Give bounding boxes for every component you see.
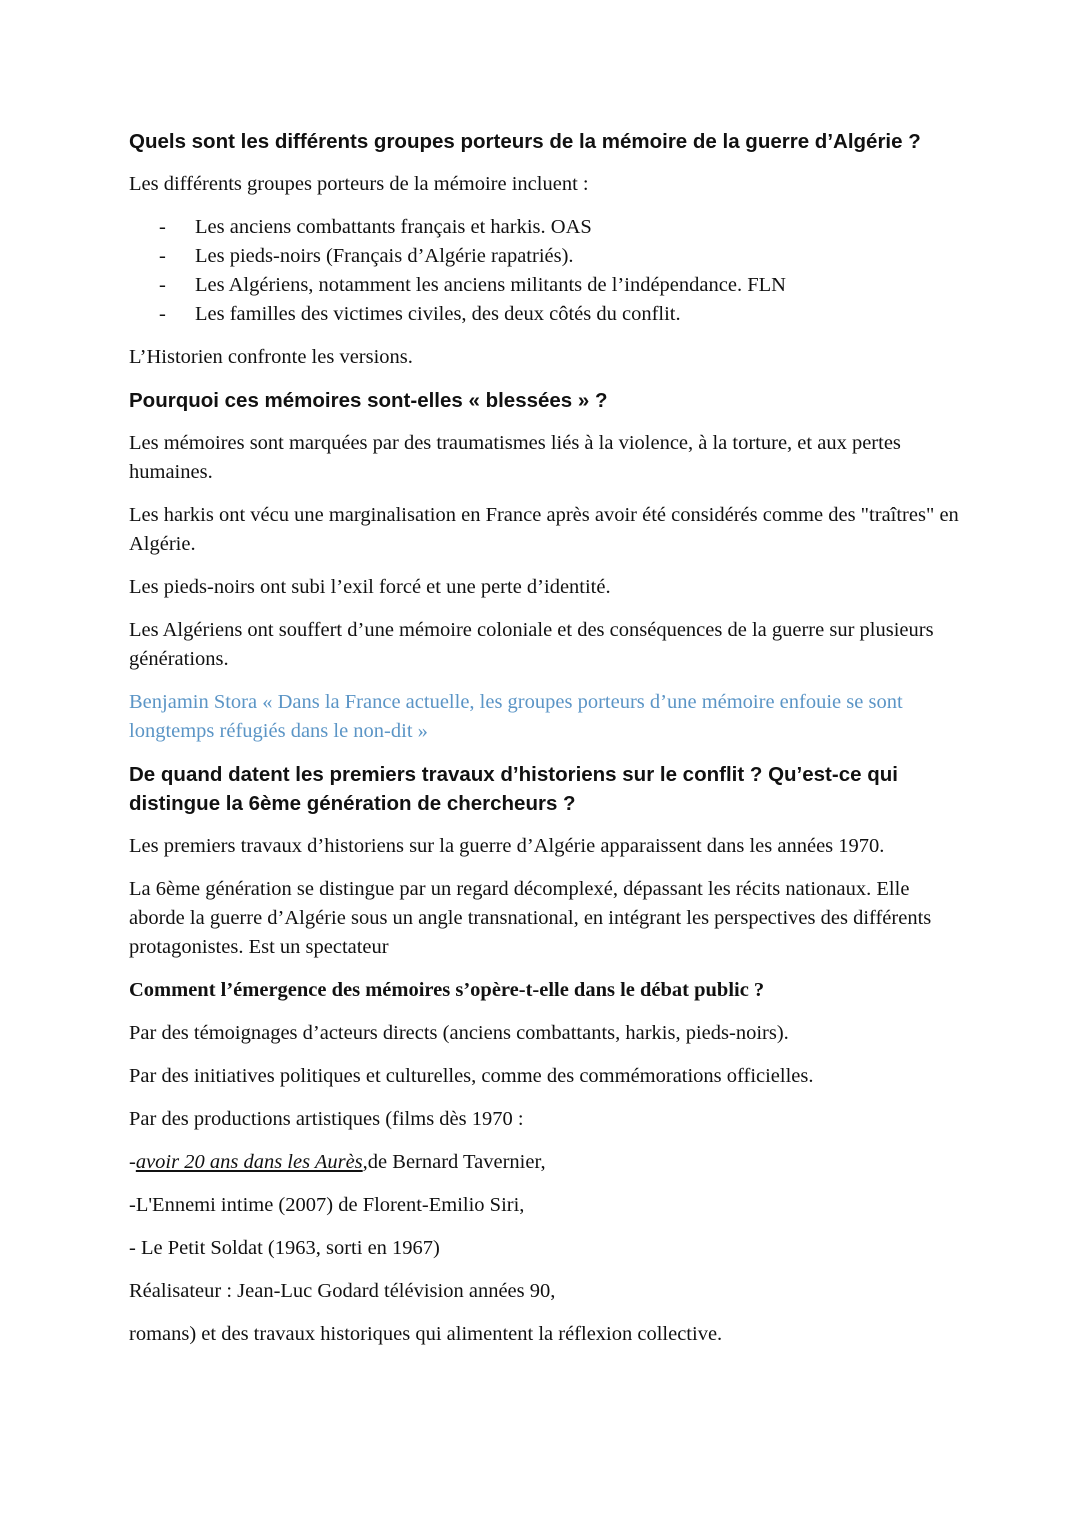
heading-public-debate: Comment l’émergence des mémoires s’opère-t-elle dans le débat public ? bbox=[129, 979, 765, 1001]
director-line: Réalisateur : Jean-Luc Godard télévision années 90, bbox=[129, 1280, 556, 1302]
heading-wounded-memories: Pourquoi ces mémoires sont-elles « blessées » ? bbox=[129, 389, 608, 412]
dash-marker: - bbox=[159, 274, 166, 296]
paragraph: Les Algériens ont souffert d’une mémoire coloniale et des conséquences de la guerre sur plusieurs générations. bbox=[129, 619, 934, 670]
groups-list bbox=[129, 213, 959, 329]
film-line: -L'Ennemi intime (2007) de Florent-Emilio Siri, bbox=[129, 1194, 525, 1216]
list-item bbox=[129, 242, 959, 271]
film-line: - Le Petit Soldat (1963, sorti en 1967) bbox=[129, 1237, 440, 1259]
film-prefix: - bbox=[129, 1151, 136, 1173]
paragraph: Les premiers travaux d’historiens sur la guerre d’Algérie apparaissent dans les années 1970. bbox=[129, 835, 885, 857]
heading-memory-groups: Quels sont les différents groupes porteurs de la mémoire de la guerre d’Algérie ? bbox=[129, 130, 921, 153]
list-item-text: Les pieds-noirs (Français d’Algérie rapatriés). bbox=[195, 245, 574, 267]
list-item-text: Les anciens combattants français et harkis. OAS bbox=[195, 216, 592, 238]
list-item-text: Les familles des victimes civiles, des deux côtés du conflit. bbox=[195, 303, 681, 325]
paragraph: Les pieds-noirs ont subi l’exil forcé et une perte d’identité. bbox=[129, 576, 611, 598]
list-item bbox=[129, 213, 959, 242]
dash-marker: - bbox=[159, 216, 166, 238]
paragraph: Par des témoignages d’acteurs directs (anciens combattants, harkis, pieds-noirs). bbox=[129, 1022, 789, 1044]
paragraph: Les mémoires sont marquées par des traumatismes liés à la violence, à la torture, et aux pertes humaines. bbox=[129, 432, 901, 483]
paragraph: La 6ème génération se distingue par un regard décomplexé, dépassant les récits nationaux. Elle aborde la guerre d’Algérie sous un angle transnational, en intégrant les perspectives des différents protagonistes. Est un spectateur bbox=[129, 878, 932, 958]
list-item-text: Les Algériens, notamment les anciens militants de l’indépendance. FLN bbox=[195, 274, 786, 296]
document-content bbox=[129, 127, 959, 1363]
heading-historians-works: De quand datent les premiers travaux d’historiens sur le conflit ? Qu’est-ce qui distingue la 6ème génération de chercheurs ? bbox=[129, 763, 898, 815]
film-line bbox=[129, 1148, 959, 1177]
intro-paragraph: Les différents groupes porteurs de la mémoire incluent : bbox=[129, 173, 589, 195]
paragraph: Par des initiatives politiques et culturelles, comme des commémorations officielles. bbox=[129, 1065, 814, 1087]
dash-marker: - bbox=[159, 303, 166, 325]
stora-quote: Benjamin Stora « Dans la France actuelle, les groupes porteurs d’une mémoire enfouie se sont longtemps réfugiés dans le non-dit » bbox=[129, 691, 903, 742]
list-item bbox=[129, 300, 959, 329]
closing-paragraph: romans) et des travaux historiques qui alimentent la réflexion collective. bbox=[129, 1323, 723, 1345]
dash-marker: - bbox=[159, 245, 166, 267]
paragraph: Les harkis ont vécu une marginalisation en France après avoir été considérés comme des "traîtres" en Algérie. bbox=[129, 504, 959, 555]
film-title-link[interactable]: avoir 20 ans dans les Aurès bbox=[135, 1151, 363, 1173]
conclusion-paragraph: L’Historien confronte les versions. bbox=[129, 346, 413, 368]
list-item bbox=[129, 271, 959, 300]
film-details: ,de Bernard Tavernier, bbox=[362, 1151, 546, 1173]
paragraph: Par des productions artistiques (films dès 1970 : bbox=[129, 1108, 524, 1130]
